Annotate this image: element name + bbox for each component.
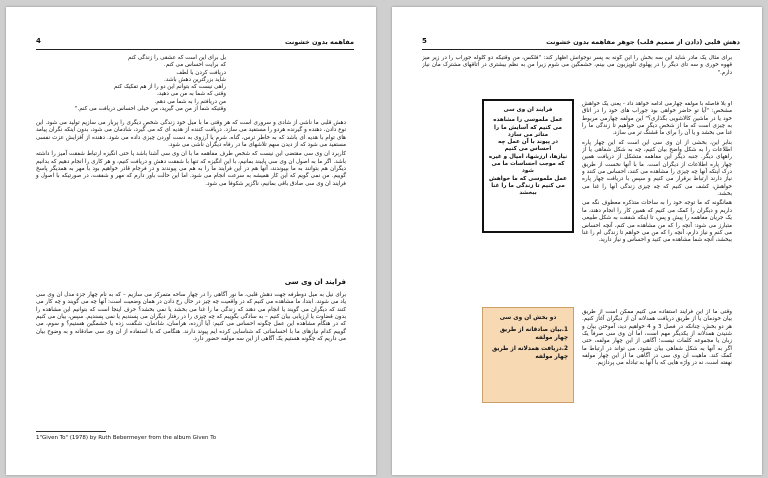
page-header: [36, 37, 354, 50]
paragraph: همانگونه که ما توجه خود را به ساحات متذکره معطوف نگه می داریم و دیگران را کمک می کنیم که همین کار را انجام دهند، ما یک جریان مفاهمه را پیش و پس، تا اینکه شفقت به شکل طبیعی متبارز می شود: آنچه را که من مشاهده می کنم، آنچه احساس می کنم و نیاز دارم، آنچه را که من می خواهم تا زندگی ام را غنا ببخشد، آنچه شما مشاهده می کنید و احساس و نیاز دارید.: [582, 200, 732, 244]
footnote: 1"Given To" (1978) by Ruth Bebermeyer from the album Given To: [36, 435, 217, 441]
box-title: فرایند ان وی سی: [503, 107, 553, 113]
header-title: مفاهمه بدون خشونت: [285, 38, 354, 46]
poem-line: وقتیکه شما از من می گیرید، من خیلی احساس دریافت می کنم.": [74, 106, 226, 113]
paragraph: برای نیل به میل دوطرفه جهت دهش قلبی، ما نور آگاهی را در چهار ساحه متمرکز می سازیم – که به نام چهار جزء مدل ان وی سی یاد می شوند. ابتدا، ما مشاهده می کنیم که در واقعیت چه چیز در حال رخ دادن در همان وضعیت است: آنها چه می گویند و چه کار می کنند که دیگران می گویند یا انجام می دهند که زندگی ما را غنا می بخشد یا نمی بخشد؟ حرف اینجا است که بتوانیم این مشاهده را بدون قضاوت یا ارزیابی بیان کنیم – به سادگی بگوییم که چه چیزی را در رفتار دیگران می پسندیم یا نمی پسندیم. سپس، بیان می کنیم که در هنگام مشاهده این عمل چگونه احساس می کنیم: آیا آزرده، هراسان، شادمان، شگفت زده یا خشمگین هستیم؟ و سوم، می گوییم کدام نیازهای ما با احساساتی که شناسایی کرده ایم پیوند دارند. هنگامی که با استفاده از ان وی سی صادقانه و به وضوح بیان می داریم که چگونه هستیم یک آگاهی از این سه مولفه حضور دارد.: [36, 292, 346, 343]
footnote-divider: [36, 431, 106, 432]
header-title: دهش قلبی (دادن از صمیم قلب) جوهر مفاهمه بدون خشونت: [546, 38, 740, 46]
paragraph: کاربرد ان وی سی مقتضی این نیست که شخص طرف مفاهمه ما با ان وی سی آشنا باشد یا حتی انگیزه ارتباط شفقت آمیز را داشته باشد. اگر ما به اصول ان وی سی پایبند بمانیم، با این انگیزه که تنها با شفقت دهش و دریافت کنیم، و هر کاری را انجام دهیم که بدانیم دیگران هم بتوانند به ما بپیوندند، آنها هم در این فرایند ما را به هم می پیوندند و در فرجام قادر خواهیم بود با مهر به همدیگر پاسخ گوییم. من نمی گویم که این کار همیشه به سرعت انجام می شود. اما این حالت باور دارم که مهر و شفقت، در صورتیکه با اصول و فرایند ان وی سی صادق باقی بمانیم، ناگزیر شکوفا می شود.: [36, 151, 346, 187]
two-parts-sidebar-box: [482, 307, 574, 403]
intro-text: [422, 55, 732, 99]
page-number: 4: [36, 37, 41, 45]
poem-line: شاید بزرگترین دهش باشد.: [163, 76, 226, 83]
poem-line: بل برای این است که عشقی را زندگی کنم: [127, 55, 226, 61]
body-text: [36, 120, 346, 190]
paragraph: او بلا فاصله با مولفه چهارمی ادامه خواهد داد - یعنی یک خواهش مشخص: "آیا تو حاضر خواهی بود جوراب های خود را در اتاق خود یا در ماشین کالاشویی بگذاری؟" این مولفه چهارمی مربوط به چیزی است که ما از شخص دیگر می خواهیم تا زندگی ما را غنا می بخشد و یا آن را برای ما قشنگ تر می سازد.: [582, 101, 732, 137]
right-page: [392, 7, 762, 475]
column-text: [582, 101, 732, 307]
paragraph: دهش قلبی ما ناشی از شادی و سروری است که هر وقتی ما با میل خود زندگی شخص دیگری را پربار می سازیم تولید می شود. این نوع دادن، دهنده و گیرنده هردو را مستفید می سازد. دریافت کننده از هدیه ای که می گیرد، شادمان می شود، بدون اینکه نگران پیامد های توام با هدیه ای باشد که به خاطر ترس، گناه، شرم یا آرزوی به دست آوردن چیزی داده می شود. دهنده از آفزایش عزت نفسی مستفید می شود که از دیدن سهم تلاشهای ما در رفاه دیگران ناشی می شود.: [36, 120, 346, 149]
poem-line: دریافت کردن با لطف: [176, 69, 226, 76]
page-header: [422, 37, 740, 50]
poem-line: من دریافتم را به شما می دهم.: [154, 98, 226, 105]
poem: [56, 55, 226, 113]
poem-line: که برایت احساس می کنم.: [163, 62, 226, 69]
section-text: [36, 292, 346, 345]
left-page: [6, 7, 376, 475]
section-heading: فرایند ان وی سی: [284, 278, 346, 286]
box-item: 1.بیان صادقانه از طریق چهار مولفه: [499, 327, 568, 341]
paragraph: برای مثال یک مادر شاید این سه بخش را این گونه به پسر نوجوانش اظهار کند: "فلکس، من وقتیکه دو گلوله جوراب را در زیر میز قهوه خوری و سه تای دیگر را در پهلوی تلویزیون می بینم، خشمگین می شوم زیرا من به نظم بیشتری در اتاقهای مشترک مان نیاز دارم.": [422, 55, 732, 76]
box-title: دو بخش ان وی سی: [499, 315, 557, 321]
box-line: در پیوند با آن عمل چه احساس می کنیم: [498, 139, 558, 153]
page-number: 5: [422, 37, 427, 45]
box-line: عمل ملموسی را مشاهده می کنیم که آسایش ما را متاثر می سازد: [493, 117, 563, 138]
paragraph: بنابر این، بخشی از ان وی سی این است که این چهار پاره اطلاعات را به شکل واضح بیان کنیم، چه به شکل شفاهی یا از راههای دیگر. جنبه دیگر این مفاهمه متشکل از دریافت همین چهار پاره اطلاعات از دیگران است. ما با آنها نخست از طریق درک اینکه آنها چه چیزی را مشاهده می کنند، احساس می کنند و نیاز دارند ارتباط برقرار می کنیم و سپس با دریافت چهار پاره خواهش، کشف می کنیم که چه چیزی زندگی آنها را غنا می بخشد.: [582, 139, 732, 198]
box-line: نیازها، ارزشها، امیال و غیره که موجب احساسات ما می شود: [488, 153, 568, 175]
bottom-text: [582, 309, 732, 431]
box-line: عمل ملموسی که ما خواهش می کنیم تا زندگی ما را غنا ببخشد: [489, 175, 567, 197]
poem-line: وقتی که شما به من می دهید،: [156, 91, 226, 98]
paragraph: وقتی ما از این فرایند استفاده می کنیم ممکن است از طریق بیان خودمان یا از طریق دریافت همدلانه آن از دیگران آغاز کنیم. هر دو بخش، چنانکه در فصل 3 و 4 خواهیم دید، آموختن بیان و شنیدن همدلانه از یکدیگر مهم است، اما ان وی سی صرفاً یک زبان یا مجموعه کلمات نیست؛ آگاهی از این چهار مولفه، حتی اگر به آنها به شکل شفاهی بیان نشود، می تواند در ارتباط ما کمک کند. ماهیت ان وی سی در آگاهی ما از این چهار مولفه نهفته است، نه در واژه هایی که با آنها به تبادله می پردازیم.: [582, 309, 732, 367]
box-item: 2.دریافت همدلانه از طریق چهار مولفه: [492, 346, 568, 360]
poem-line: راهی نیست که بتوانم این دو را از هم تفکیک کنم: [114, 84, 226, 91]
process-sidebar-box: [482, 99, 574, 233]
